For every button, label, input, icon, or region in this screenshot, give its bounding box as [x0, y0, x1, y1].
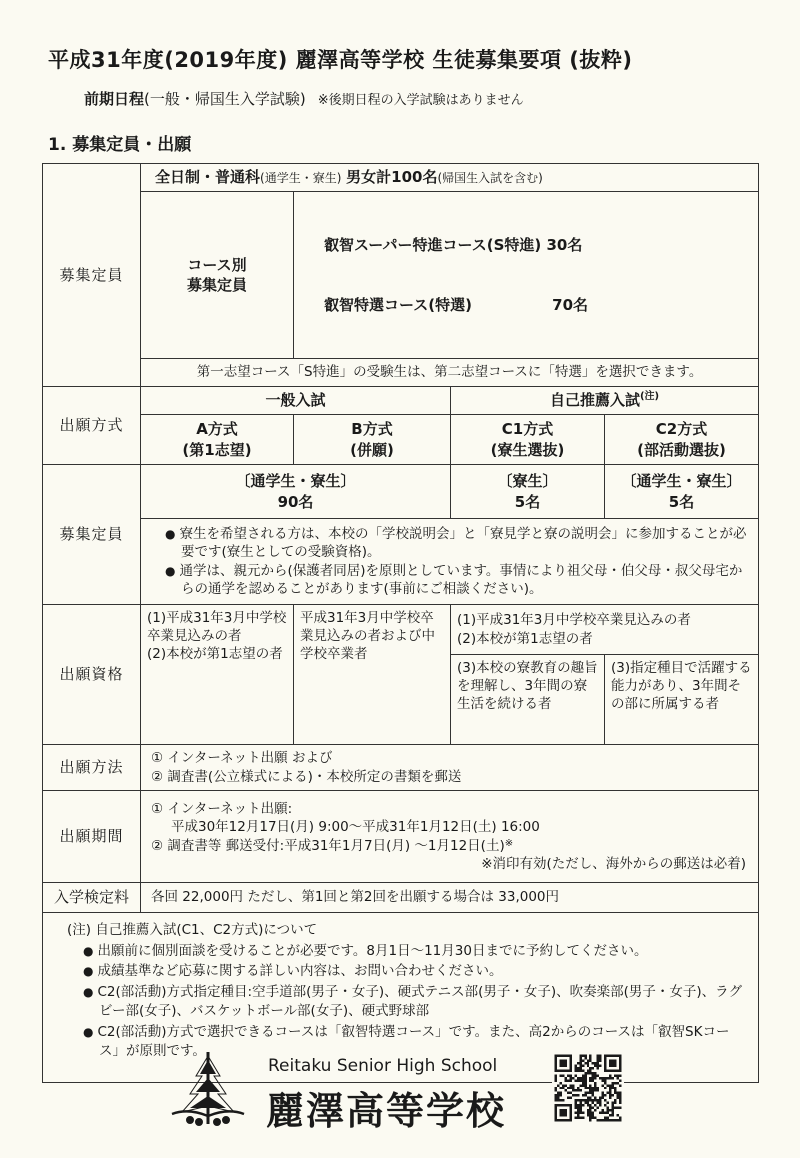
school-name-ja: 麗澤高等学校	[266, 1089, 507, 1133]
procedure-line-1: ① インターネット出願 および	[151, 750, 333, 767]
method-c1-sub: (寮生選抜)	[490, 440, 565, 459]
quota-note-1	[151, 525, 748, 561]
quota-note-2-text: 通学は、親元から(保護者同居)を原則としています。事情により祖父母・伯父母・叔父母宅からの通学を認めることがあります(事前にご相談ください)。	[179, 563, 743, 598]
course-label-2: 募集定員	[186, 276, 247, 294]
footnote-item-text: 出願前に個別面談を受けることが必要です。8月1日〜11月30日までに予約してください。	[97, 942, 648, 959]
period-line-3-text: ② 調査書等 郵送受付:平成31年1月7日(月) 〜1月12日(土)	[151, 837, 505, 854]
quota-c1-count: 5名	[514, 492, 541, 511]
quota-notes	[141, 519, 759, 605]
method-a-sub: (第1志望)	[182, 440, 252, 459]
bullet-icon: ●	[165, 526, 176, 541]
eligibility-c	[451, 605, 759, 655]
subtitle-note: ※後期日程の入学試験はありません	[317, 93, 524, 108]
method-b-sub: (併願)	[350, 440, 394, 459]
method-c1-name: C1方式	[501, 420, 554, 439]
course-label	[141, 192, 294, 359]
fee-label: 入学検定料	[43, 883, 141, 913]
footnote-item	[53, 983, 748, 1022]
bullet-icon: ●	[83, 943, 94, 958]
eligibility-c2: (3)指定種目で活躍する能力があり、3年間その部に所属する者	[605, 655, 759, 745]
schedule-subtitle	[84, 88, 524, 109]
method-c2-sub: (部活動選抜)	[637, 440, 726, 459]
footnote-item	[53, 942, 748, 962]
quota-note-2	[151, 562, 748, 598]
qr-code-icon	[552, 1052, 624, 1124]
quota-c1-type: 〔寮生〕	[497, 472, 558, 491]
eligibility-a	[141, 605, 294, 745]
quota-c1	[451, 465, 605, 519]
method-a	[141, 415, 294, 465]
subtitle-bold: 前期日程	[84, 90, 145, 108]
school-footer	[168, 1050, 628, 1133]
course-1: 叡智スーパー特進コース(S特進) 30名	[324, 235, 583, 254]
admission-table	[42, 163, 759, 1083]
period-line-3-mark: ※	[504, 837, 514, 849]
method-b-name: B方式	[351, 420, 393, 439]
period-line-3	[151, 837, 746, 855]
capacity-label: 募集定員	[43, 164, 141, 387]
quota-label: 募集定員	[43, 465, 141, 605]
course-2: 叡智特選コース(特選) 70名	[324, 296, 589, 315]
eligibility-a-2: (2)本校が第1志望の者	[147, 646, 283, 663]
footnote-item-text: C2(部活動)方式で選択できるコースは「叡智特選コース」です。また、高2からのコースは「叡智SKコース」が原則です。	[97, 1023, 730, 1060]
footnote-item-text: C2(部活動)方式指定種目:空手道部(男子・女子)、硬式テニス部(男子・女子)、吹奏楽部(男子・女子)、ラグビー部(女子)、バスケットボール部(女子)、硬式野球部	[97, 983, 743, 1020]
footnote-item	[53, 962, 748, 982]
quota-c2-type: 〔通学生・寮生〕	[621, 472, 742, 491]
quota-ab-count: 90名	[277, 492, 314, 511]
method-c2-name: C2方式	[655, 420, 708, 439]
period-content	[141, 791, 759, 883]
self-recommend-exam	[451, 387, 759, 415]
quota-c2	[605, 465, 759, 519]
bullet-icon: ●	[83, 1024, 94, 1039]
method-a-name: A方式	[196, 420, 238, 439]
tree-emblem-icon	[168, 1050, 248, 1126]
course-list	[294, 192, 759, 359]
fee-content: 各回 22,000円 ただし、第1回と第2回を出願する場合は 33,000円	[141, 883, 759, 913]
procedure-content	[141, 745, 759, 791]
period-line-4: ※消印有効(ただし、海外からの郵送は必着)	[481, 855, 747, 872]
total-paren: (通学生・寮生)	[260, 171, 342, 186]
quota-ab	[141, 465, 451, 519]
procedure-line-2: ② 調査書(公立様式による)・本校所定の書類を郵送	[151, 768, 462, 785]
total-note: (帰国生入試を含む)	[437, 171, 543, 186]
school-name-en: Reitaku Senior High School	[268, 1056, 498, 1076]
general-exam: 一般入試	[141, 387, 451, 415]
section-heading: 1. 募集定員・出願	[48, 135, 192, 155]
bullet-icon: ●	[83, 964, 94, 979]
eligibility-a-1: (1)平成31年3月中学校 卒業見込みの者	[147, 610, 287, 645]
eligibility-b: 平成31年3月中学校卒業見込みの者および中学校卒業者	[294, 605, 451, 745]
eligibility-label: 出願資格	[43, 605, 141, 745]
method-c2	[605, 415, 759, 465]
document-title: 平成31年度(2019年度) 麗澤高等学校 生徒募集要項 (抜粋)	[48, 48, 633, 72]
eligibility-c-1: (1)平成31年3月中学校卒業見込みの者	[457, 612, 691, 629]
capacity-total	[141, 164, 759, 192]
period-line-2: 平成30年12月17日(月) 9:00〜平成31年1月12日(土) 16:00	[171, 819, 540, 836]
quota-ab-type: 〔通学生・寮生〕	[235, 472, 356, 491]
eligibility-c-2: (2)本校が第1志望の者	[457, 630, 593, 647]
footnote-heading: (注) 自己推薦入試(C1、C2方式)について	[67, 922, 318, 938]
subtitle-rest: (一般・帰国生入学試験)	[144, 90, 306, 108]
total-line: 全日制・普通科	[155, 168, 261, 187]
method-label: 出願方式	[43, 387, 141, 465]
total-count: 男女計100名	[346, 168, 438, 187]
bullet-icon: ●	[83, 984, 94, 999]
method-c1	[451, 415, 605, 465]
footnote-item-text: 成績基準など応募に関する詳しい内容は、お問い合わせください。	[97, 963, 503, 980]
capacity-note: 第一志望コース「S特進」の受験生は、第二志望コースに「特選」を選択できます。	[141, 359, 759, 387]
procedure-label: 出願方法	[43, 745, 141, 791]
self-exam-note: (注)	[639, 391, 660, 403]
quota-note-1-text: 寮生を希望される方は、本校の「学校説明会」と「寮見学と寮の説明会」に参加することが必要です(寮生としての受験資格)。	[179, 525, 747, 560]
quota-c2-count: 5名	[668, 492, 695, 511]
self-exam-label: 自己推薦入試	[549, 391, 640, 410]
bullet-icon: ●	[165, 564, 176, 578]
period-line-1: ① インターネット出願:	[151, 801, 293, 818]
course-label-1: コース別	[187, 255, 247, 274]
eligibility-c1: (3)本校の寮教育の趣旨を理解し、3年間の寮生活を続ける者	[451, 655, 605, 745]
period-label: 出願期間	[43, 791, 141, 883]
method-b	[294, 415, 451, 465]
footnote-list	[53, 942, 748, 1062]
